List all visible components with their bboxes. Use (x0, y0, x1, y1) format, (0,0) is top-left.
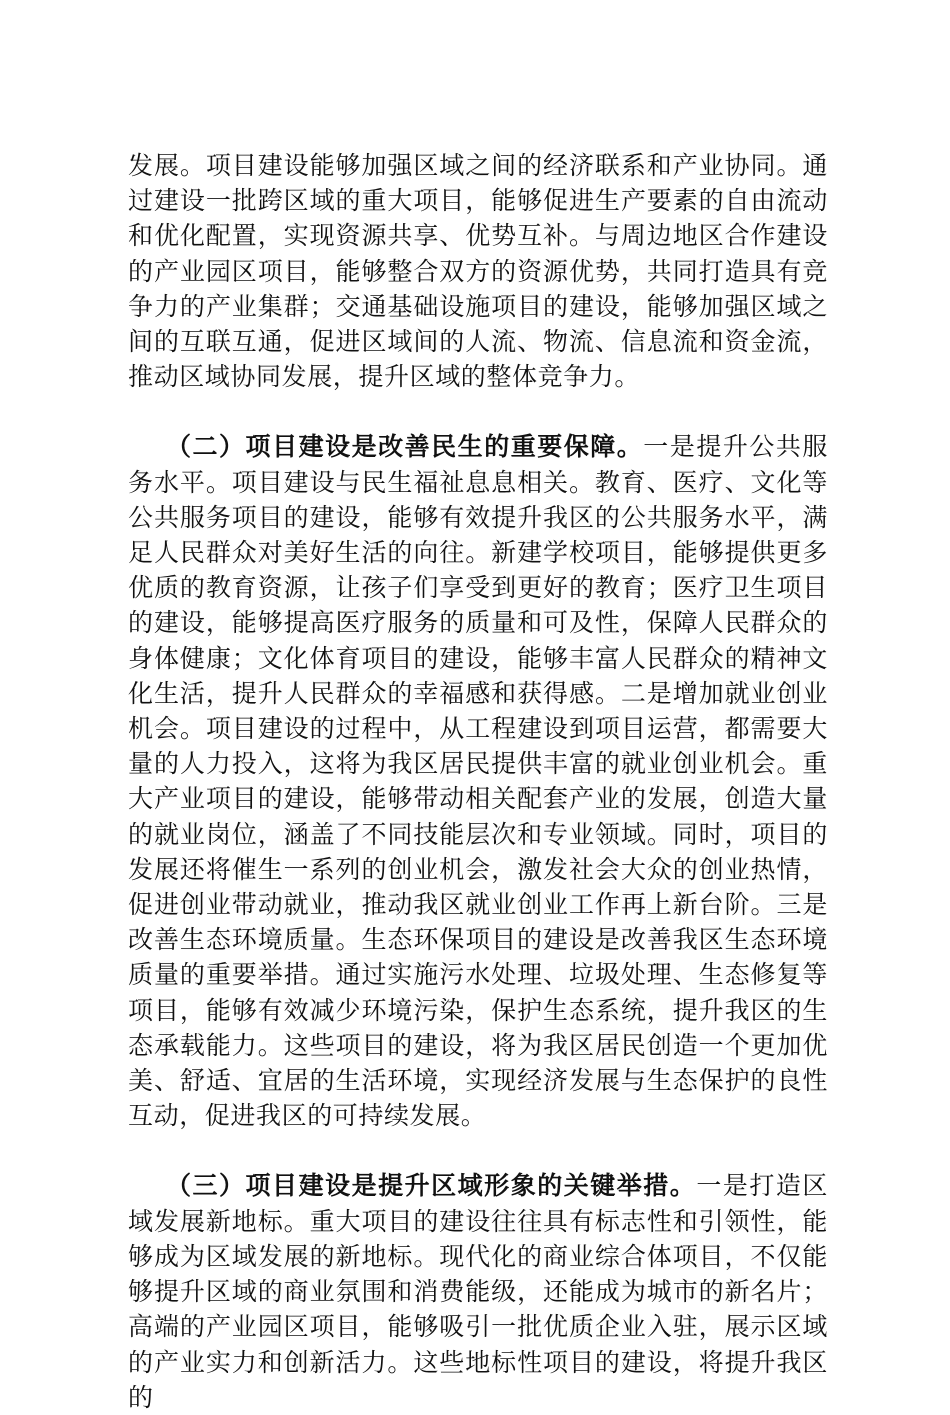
paragraph-body: 一是打造区域发展新地标。重大项目的建设往往具有标志性和引领性，能够成为区域发展的新地标。现代化的商业综合体项目，不仅能够提升区域的商业氛围和消费能级，还能成为城市的新名片；高端的产业园区项目，能够吸引一批优质企业入驻，展示区域的产业实力和创新活力。这些地标性项目的建设，将提升我区的 (128, 1171, 828, 1412)
document-page (128, 148, 828, 1415)
paragraph-body: 发展。项目建设能够加强区域之间的经济联系和产业协同。通过建设一批跨区域的重大项目，能够促进生产要素的自由流动和优化配置，实现资源共享、优势互补。与周边地区合作建设的产业园区项目，能够整合双方的资源优势，共同打造具有竞争力的产业集群；交通基础设施项目的建设，能够加强区域之间的互联互通，促进区域间的人流、物流、信息流和资金流，推动区域协同发展，提升区域的整体竞争力。 (128, 151, 828, 392)
paragraph-section-two (128, 429, 828, 1133)
section-heading: （三）项目建设是提升区域形象的关键举措。 (166, 1171, 697, 1201)
paragraph-section-three (128, 1168, 828, 1414)
section-heading: （二）项目建设是改善民生的重要保障。 (166, 432, 644, 462)
paragraph-continuation (128, 148, 828, 394)
paragraph-body: 一是提升公共服务水平。项目建设与民生福祉息息相关。教育、医疗、文化等公共服务项目的建设，能够有效提升我区的公共服务水平，满足人民群众对美好生活的向往。新建学校项目，能够提供更多优质的教育资源，让孩子们享受到更好的教育；医疗卫生项目的建设，能够提高医疗服务的质量和可及性，保障人民群众的身体健康；文化体育项目的建设，能够丰富人民群众的精神文化生活，提升人民群众的幸福感和获得感。二是增加就业创业机会。项目建设的过程中，从工程建设到项目运营，都需要大量的人力投入，这将为我区居民提供丰富的就业创业机会。重大产业项目的建设，能够带动相关配套产业的发展，创造大量的就业岗位，涵盖了不同技能层次和专业领域。同时，项目的发展还将催生一系列的创业机会，激发社会大众的创业热情，促进创业带动就业，推动我区就业创业工作再上新台阶。三是改善生态环境质量。生态环保项目的建设是改善我区生态环境质量的重要举措。通过实施污水处理、垃圾处理、生态修复等项目，能够有效减少环境污染，保护生态系统，提升我区的生态承载能力。这些项目的建设，将为我区居民创造一个更加优美、舒适、宜居的生活环境，实现经济发展与生态保护的良性互动，促进我区的可持续发展。 (128, 432, 828, 1131)
